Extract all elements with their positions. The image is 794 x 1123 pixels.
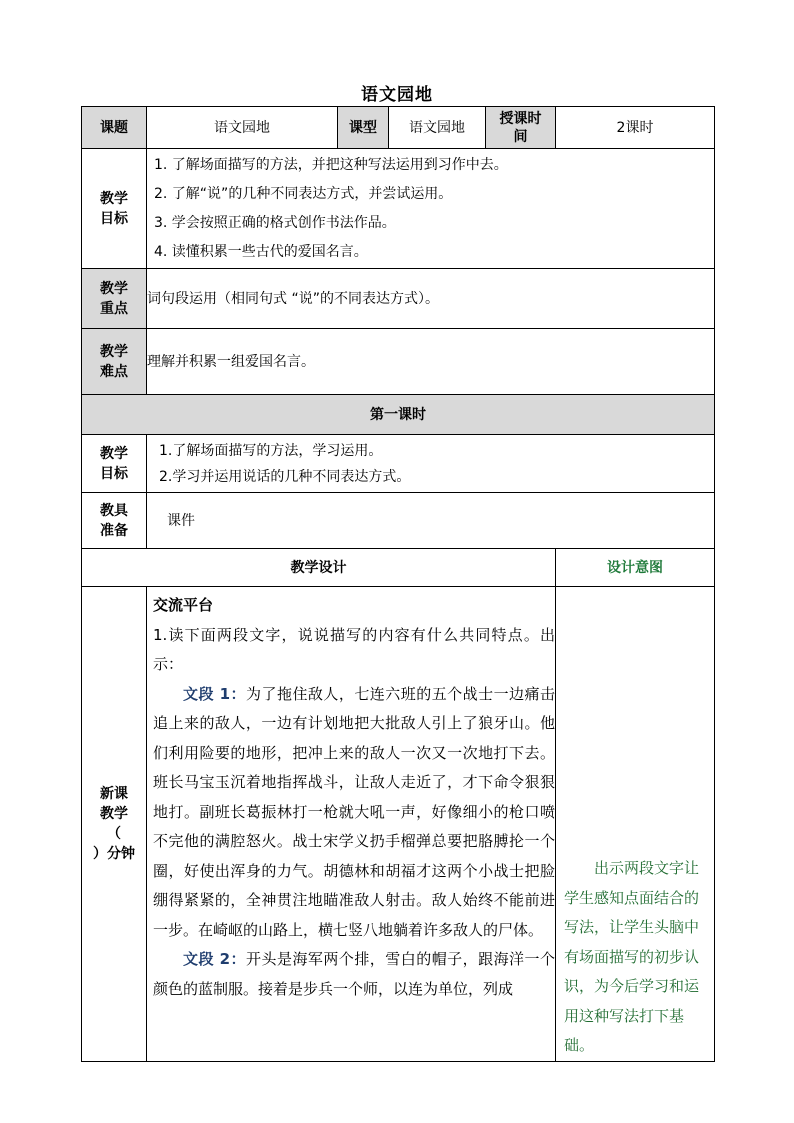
document-title: 语文园地 [361,85,433,105]
design-intent-text: 出示两段文字让学生感知点面结合的写法，让学生头脑中有场面描写的初步认识，为今后学习和运用这种写法打下基础。 [564,859,700,1054]
passage-1-text: 为了拖住敌人，七连六班的五个战士一边痛击追上来的敌人，一边有计划地把大批敌人引上了狼牙山。他们利用险要的地形，把冲上来的敌人一次又一次地打下去。班长马宝玉沉着地指挥战斗，让敌人走近了，才下命令狠狠地打。副班长葛振林打一枪就大吼一声，好像细小的枪口喷不完他的满腔怒火。战士宋学义扔手榴弹总要把胳膊抡一个圈，好使出浑身的力气。胡德林和胡福才这两个小战士把脸绷得紧紧的，全神贯注地瞄准敌人射击。敌人始终不能前进一步。在崎岖的山路上，横七竖八地躺着许多敌人的尸体。 [153,684,555,939]
goal-item: 1. 了解场面描写的方法，并把这种写法运用到习作中去。 [154,156,508,173]
lesson-content [147,587,556,1062]
goal-item: 4. 读懂积累一些古代的爱国名言。 [154,243,368,260]
design-intent-cell [556,587,715,1062]
period-goals-list [147,435,715,493]
new-lesson-label-line: （ [107,825,121,842]
section-title: 交流平台 [153,596,214,614]
key-points-row [82,269,715,329]
new-lesson-label-line: 教学 [100,805,128,822]
time-value: 2课时 [556,107,715,149]
passage-2 [153,945,555,1004]
type-label: 课型 [338,107,389,149]
lesson-content-clip [153,591,555,1028]
task-text: 1.读下面两段文字，说说描写的内容有什么共同特点。出示： [153,625,555,673]
materials-label: 教具准备 [82,493,147,549]
goals-label: 教学目标 [82,149,147,269]
goals-list [147,149,715,269]
header-row [82,107,715,149]
materials-text: 课件 [147,493,715,549]
new-lesson-label-line: ）分钟 [93,845,135,862]
new-lesson-label [82,587,147,1062]
passage-2-label: 文段 2： [183,950,247,968]
difficulties-text: 理解并积累一组爱国名言。 [147,329,715,395]
difficulties-label: 教学难点 [82,329,147,395]
period-goal-item: 1.了解场面描写的方法，学习运用。 [159,442,383,459]
time-label: 授课时间 [486,107,556,149]
intent-header: 设计意图 [556,549,715,587]
passage-1-label: 文段 1： [183,684,247,703]
difficulties-row [82,329,715,395]
materials-row [82,493,715,549]
design-header-row [82,549,715,587]
new-lesson-label-line: 新课 [100,785,128,802]
period-goal-item: 2.学习并运用说话的几种不同表达方式。 [159,468,411,485]
design-header: 教学设计 [82,549,556,587]
type-value: 语文园地 [389,107,486,149]
key-points-label: 教学重点 [82,269,147,329]
lesson-plan-table [81,106,715,1062]
period-row [82,395,715,435]
topic-label: 课题 [82,107,147,149]
goal-item: 2. 了解“说”的几种不同表达方式，并尝试运用。 [154,185,453,202]
passage-1 [153,680,555,946]
goal-item: 3. 学会按照正确的格式创作书法作品。 [154,214,396,231]
goals-row [82,149,715,269]
topic-value: 语文园地 [147,107,338,149]
period-goals-row [82,435,715,493]
new-lesson-row [82,587,715,1062]
period-goals-label: 教学目标 [82,435,147,493]
passage-2-text: 开头是海军两个排，雪白的帽子，跟海洋一个颜色的蓝制服。接着是步兵一个师，以连为单位，列成 [153,950,555,998]
key-points-text: 词句段运用（相同句式 “说”的不同表达方式）。 [147,269,715,329]
period-title: 第一课时 [82,395,715,435]
